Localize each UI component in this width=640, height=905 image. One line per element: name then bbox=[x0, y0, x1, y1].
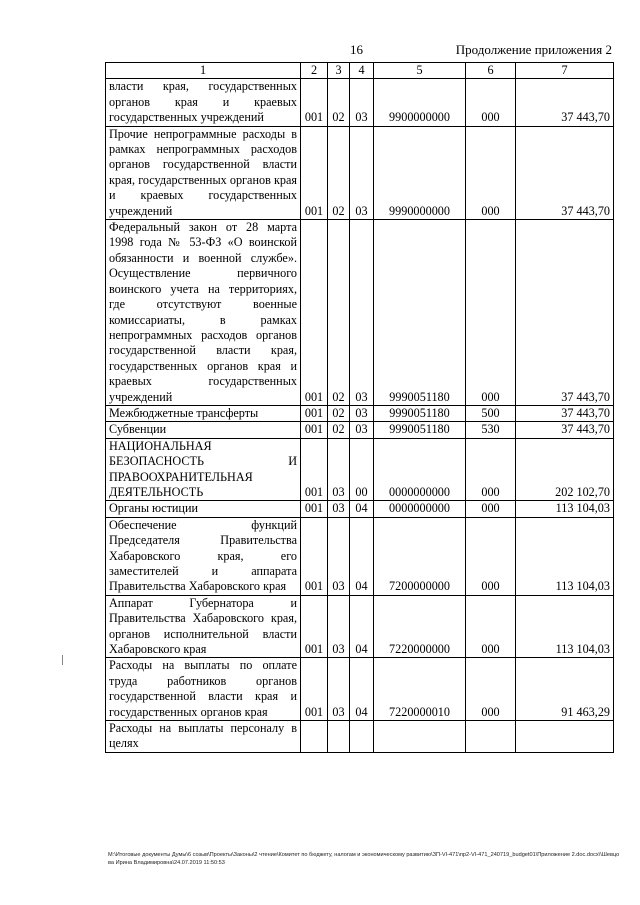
column-number: 5 bbox=[374, 63, 466, 79]
cell-target-article: 9900000000 bbox=[374, 79, 466, 126]
cell-target-article: 9990051180 bbox=[374, 405, 466, 421]
cell-section: 03 bbox=[328, 595, 350, 658]
column-number-row bbox=[106, 63, 614, 79]
cell-amount: 202 102,70 bbox=[516, 438, 614, 501]
cell-expense-type: 000 bbox=[466, 501, 516, 517]
appendix-continuation-note: Продолжение приложения 2 bbox=[455, 42, 612, 57]
cell-amount: 37 443,70 bbox=[516, 79, 614, 126]
cell-section: 03 bbox=[328, 438, 350, 501]
cell-expense-type: 000 bbox=[466, 79, 516, 126]
table-row bbox=[106, 220, 614, 406]
cell-subsection: 04 bbox=[350, 658, 374, 721]
row-name: Обеспечение функций Председателя Правительства Хабаровского края, его заместителей и аппарата Правительства Хабаровского края bbox=[106, 517, 301, 595]
cell-expense-type: 500 bbox=[466, 405, 516, 421]
cell-ministry bbox=[301, 721, 328, 753]
cell-target-article: 7200000000 bbox=[374, 517, 466, 595]
table-row bbox=[106, 517, 614, 595]
cell-expense-type: 000 bbox=[466, 438, 516, 501]
table-row bbox=[106, 405, 614, 421]
cell-section: 03 bbox=[328, 658, 350, 721]
cell-amount: 37 443,70 bbox=[516, 220, 614, 406]
cell-expense-type: 000 bbox=[466, 126, 516, 219]
cell-subsection: 03 bbox=[350, 126, 374, 219]
cell-target-article: 7220000000 bbox=[374, 595, 466, 658]
cell-section: 02 bbox=[328, 79, 350, 126]
cell-expense-type bbox=[466, 721, 516, 753]
row-name: Органы юстиции bbox=[106, 501, 301, 517]
margin-mark bbox=[62, 655, 63, 665]
column-number: 2 bbox=[301, 63, 328, 79]
row-name: Федеральный закон от 28 марта 1998 года № 53-ФЗ «О воинской обязанности и военной службе». Осуществление первичного воинского учета на территориях, где отсутствуют военные комиссариаты, в рамках непрограммных расходов органов государственной власти края, государственных органов края и краевых государственных учреждений bbox=[106, 220, 301, 406]
cell-amount: 113 104,03 bbox=[516, 595, 614, 658]
cell-target-article: 0000000000 bbox=[374, 438, 466, 501]
column-number: 1 bbox=[106, 63, 301, 79]
table-row bbox=[106, 501, 614, 517]
cell-subsection: 04 bbox=[350, 501, 374, 517]
cell-ministry: 001 bbox=[301, 438, 328, 501]
row-name: Расходы на выплаты персоналу в целях bbox=[106, 721, 301, 753]
cell-section: 03 bbox=[328, 501, 350, 517]
cell-section: 02 bbox=[328, 405, 350, 421]
cell-section: 02 bbox=[328, 220, 350, 406]
cell-target-article: 9990051180 bbox=[374, 220, 466, 406]
cell-amount: 113 104,03 bbox=[516, 501, 614, 517]
cell-subsection: 04 bbox=[350, 595, 374, 658]
cell-expense-type: 530 bbox=[466, 422, 516, 438]
table-row bbox=[106, 721, 614, 753]
cell-ministry: 001 bbox=[301, 79, 328, 126]
row-name: Расходы на выплаты по оплате труда работников органов государственной власти края и государственных органов края bbox=[106, 658, 301, 721]
cell-section: 02 bbox=[328, 126, 350, 219]
cell-section: 02 bbox=[328, 422, 350, 438]
file-path-footer: М:\Итоговые документы Думы\6 созыв\Проекты\Законы\2 чтение\Комитет по бюджету, налогам и экономическому развитию\ЗП-VI-471\пр2-VI-471_240719_budget01\Приложение 2.doc.docx\\Шевцова Ирина Владимировна\24.07.2019 11:50:53 bbox=[108, 852, 620, 866]
cell-subsection: 04 bbox=[350, 517, 374, 595]
cell-section: 03 bbox=[328, 517, 350, 595]
cell-ministry: 001 bbox=[301, 405, 328, 421]
cell-section bbox=[328, 721, 350, 753]
cell-amount bbox=[516, 721, 614, 753]
row-name: Межбюджетные трансферты bbox=[106, 405, 301, 421]
cell-expense-type: 000 bbox=[466, 595, 516, 658]
cell-target-article bbox=[374, 721, 466, 753]
cell-target-article: 7220000010 bbox=[374, 658, 466, 721]
cell-subsection: 03 bbox=[350, 79, 374, 126]
cell-ministry: 001 bbox=[301, 220, 328, 406]
cell-ministry: 001 bbox=[301, 126, 328, 219]
cell-target-article: 9990000000 bbox=[374, 126, 466, 219]
table-row bbox=[106, 79, 614, 126]
table-row bbox=[106, 126, 614, 219]
cell-amount: 113 104,03 bbox=[516, 517, 614, 595]
cell-amount: 91 463,29 bbox=[516, 658, 614, 721]
cell-amount: 37 443,70 bbox=[516, 405, 614, 421]
cell-subsection: 00 bbox=[350, 438, 374, 501]
budget-table bbox=[105, 62, 614, 753]
cell-expense-type: 000 bbox=[466, 220, 516, 406]
cell-target-article: 0000000000 bbox=[374, 501, 466, 517]
cell-ministry: 001 bbox=[301, 517, 328, 595]
cell-amount: 37 443,70 bbox=[516, 126, 614, 219]
cell-ministry: 001 bbox=[301, 658, 328, 721]
cell-subsection: 03 bbox=[350, 220, 374, 406]
cell-target-article: 9990051180 bbox=[374, 422, 466, 438]
cell-expense-type: 000 bbox=[466, 517, 516, 595]
row-name: Аппарат Губернатора и Правительства Хабаровского края, органов исполнительной власти Хабаровского края bbox=[106, 595, 301, 658]
row-name: власти края, государственных органов края и краевых государственных учреждений bbox=[106, 79, 301, 126]
cell-ministry: 001 bbox=[301, 595, 328, 658]
table-row bbox=[106, 438, 614, 501]
row-name: НАЦИОНАЛЬНАЯ БЕЗОПАСНОСТЬ И ПРАВООХРАНИТЕЛЬНАЯ ДЕЯТЕЛЬНОСТЬ bbox=[106, 438, 301, 501]
table-row bbox=[106, 595, 614, 658]
column-number: 3 bbox=[328, 63, 350, 79]
cell-ministry: 001 bbox=[301, 422, 328, 438]
table-row bbox=[106, 658, 614, 721]
column-number: 4 bbox=[350, 63, 374, 79]
column-number: 6 bbox=[466, 63, 516, 79]
cell-ministry: 001 bbox=[301, 501, 328, 517]
cell-subsection: 03 bbox=[350, 405, 374, 421]
row-name: Прочие непрограммные расходы в рамках непрограммных расходов органов государственной власти края, государственных органов края и краевых государственных учреждений bbox=[106, 126, 301, 219]
cell-subsection bbox=[350, 721, 374, 753]
page-number: 16 bbox=[350, 42, 363, 57]
column-number: 7 bbox=[516, 63, 614, 79]
table-row bbox=[106, 422, 614, 438]
row-name: Субвенции bbox=[106, 422, 301, 438]
cell-subsection: 03 bbox=[350, 422, 374, 438]
cell-amount: 37 443,70 bbox=[516, 422, 614, 438]
cell-expense-type: 000 bbox=[466, 658, 516, 721]
